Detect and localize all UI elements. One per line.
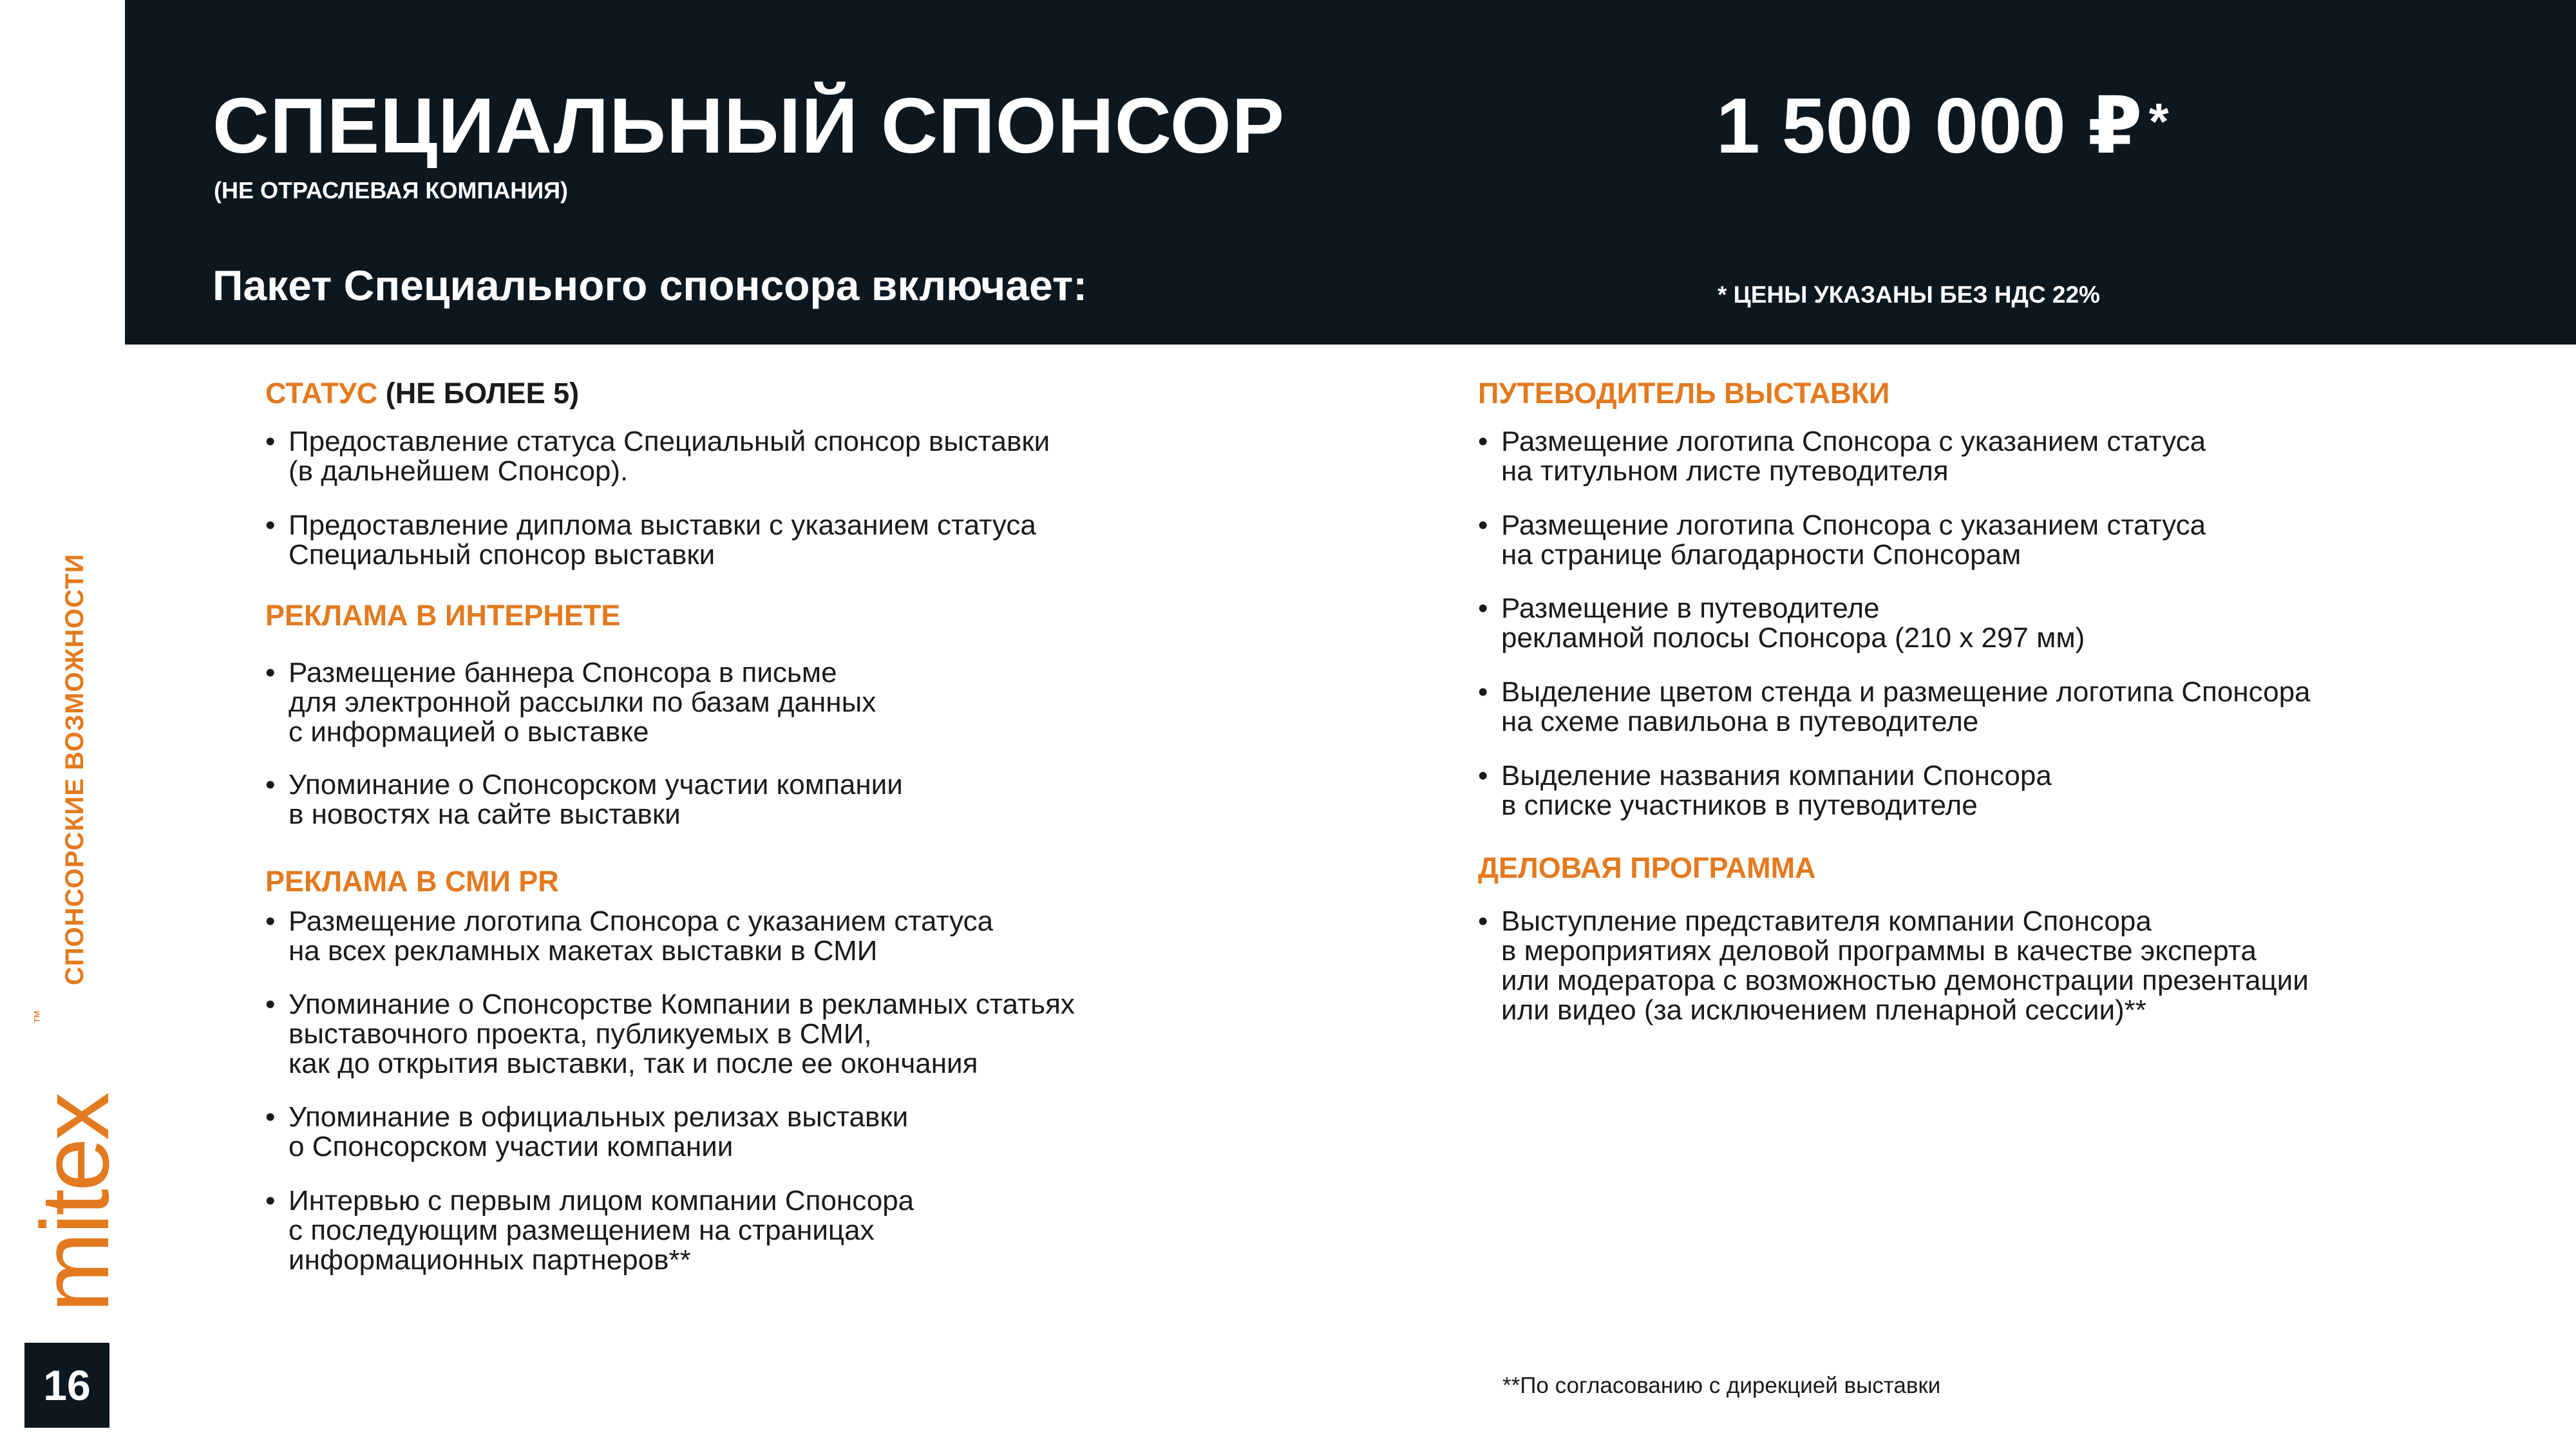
section-internet-heading: РЕКЛАМА В ИНТЕРНЕТЕ	[265, 599, 621, 632]
section-media-heading: РЕКЛАМА В СМИ PR	[265, 865, 559, 898]
list-item: • Упоминание о Спонсорском участии компании в новостях на сайте выставки	[265, 770, 903, 829]
list-item: • Выделение цветом стенда и размещение логотипа Спонсора на схеме павильона в путеводителе	[1478, 677, 2311, 737]
page-title: СПЕЦИАЛЬНЫЙ СПОНСОР	[213, 82, 1285, 169]
list-item: • Размещение баннера Спонсора в письме для электронной рассылки по базам данных с информацией о выставке	[265, 658, 876, 747]
logo-wordmark: mitex	[21, 1094, 129, 1312]
footnote: **По согласованию с дирекцией выставки	[1502, 1373, 1941, 1398]
section-guide-heading: ПУТЕВОДИТЕЛЬ ВЫСТАВКИ	[1478, 377, 1890, 410]
price-asterisk: *	[2148, 93, 2169, 150]
list-item: • Размещение логотипа Спонсора с указанием статуса на титульном листе путеводителя	[1478, 427, 2206, 486]
list-item: • Выступление представителя компании Спонсора в мероприятиях деловой программы в качестве эксперта или модератора с возможностью демонстрации презентации или видео (за исключением пленарной сессии)**	[1478, 907, 2309, 1025]
list-item: • Упоминание о Спонсорстве Компании в рекламных статьях выставочного проекта, публикуемых в СМИ, как до открытия выставки, так и после ее окончания	[265, 990, 1075, 1079]
logo-trademark: ™	[31, 1010, 47, 1024]
price	[1716, 80, 2169, 171]
page-subtitle: (НЕ ОТРАСЛЕВАЯ КОМПАНИЯ)	[214, 177, 568, 204]
list-item: • Предоставление статуса Специальный спонсор выставки (в дальнейшем Спонсор).	[265, 427, 1050, 486]
section-business-heading: ДЕЛОВАЯ ПРОГРАММА	[1478, 851, 1816, 884]
vat-note: * ЦЕНЫ УКАЗАНЫ БЕЗ НДС 22%	[1718, 281, 2100, 308]
list-item: • Размещение в путеводителе рекламной полосы Спонсора (210 х 297 мм)	[1478, 594, 2085, 653]
list-item: • Размещение логотипа Спонсора с указанием статуса на странице благодарности Спонсорам	[1478, 511, 2206, 570]
mitex-logo	[21, 1010, 129, 1314]
list-item: • Предоставление диплома выставки с указанием статуса Специальный спонсор выставки	[265, 511, 1036, 570]
list-item: • Размещение логотипа Спонсора с указанием статуса на всех рекламных макетах выставки в СМИ	[265, 907, 993, 966]
page-number: 16	[24, 1343, 109, 1428]
section-status-heading: СТАТУС (НЕ БОЛЕЕ 5)	[265, 377, 580, 410]
side-section-label: СПОНСОРСКИЕ ВОЗМОЖНОСТИ	[61, 553, 89, 985]
list-item: • Выделение названия компании Спонсора в списке участников в путеводителе	[1478, 761, 2052, 820]
price-value: 1 500 000 ₽	[1716, 82, 2143, 169]
list-item: • Упоминание в официальных релизах выставки о Спонсорском участии компании	[265, 1103, 908, 1162]
list-item: • Интервью с первым лицом компании Спонсора с последующим размещением на страницах информационных партнеров**	[265, 1186, 914, 1275]
package-intro: Пакет Специального спонсора включает:	[213, 261, 1088, 309]
